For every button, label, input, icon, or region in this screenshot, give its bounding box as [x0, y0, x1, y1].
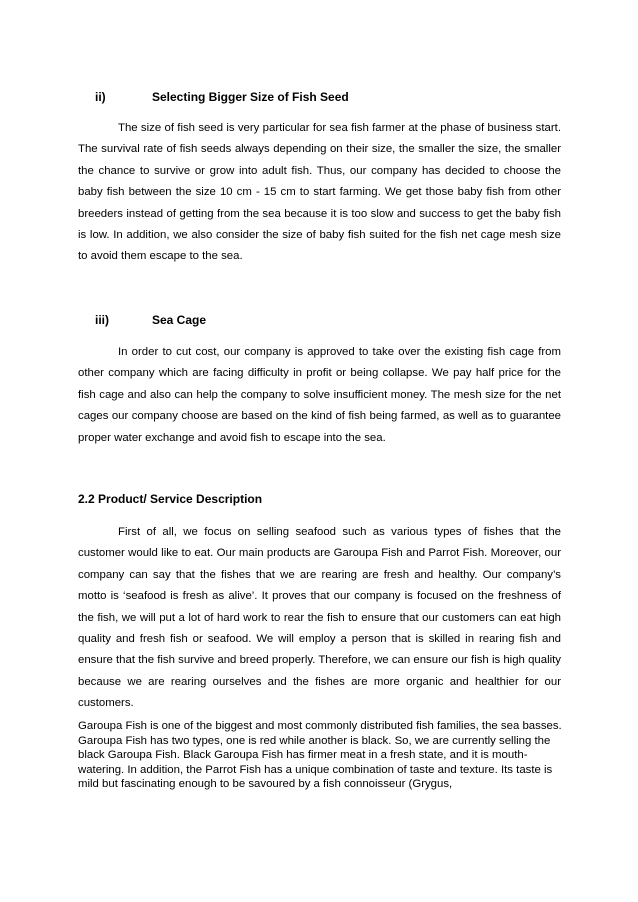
section-title-product-description: 2.2 Product/ Service Description: [78, 492, 263, 506]
section-number-iii: iii): [95, 313, 109, 327]
paragraph-seed-size: The size of fish seed is very particular for sea fish farmer at the phase of business start. The survival rate of fish seeds always depending on their size, the smaller the size, the smaller the chance to survive or grow into adult fish. Thus, our company has decided to choose the baby fish between the size 10 cm - 15 cm to start farming. We get those baby fish from other breeders instead of getting from the sea because it is too slow and success to get the baby fish is low. In addition, we also consider the size of baby fish suited for the fish net cage mesh size to avoid them escape to the sea.: [78, 122, 561, 263]
paragraph-sea-cage: In order to cut cost, our company is approved to take over the existing fish cage from other company which are facing difficulty in profit or being collapse. We pay half price for the fish cage and also can help the company to solve insufficient money. The mesh size for the net cages our company choose are based on the kind of fish being farmed, as well as to guarantee proper water exchange and avoid fish to escape into the sea.: [78, 346, 561, 444]
paragraph-product-1: First of all, we focus on selling seafood such as various types of fishes that the customer would like to eat. Our main products are Garoupa Fish and Parrot Fish. Moreover, our company can say that the fishes that we are rearing are fresh and healthy. Our company’s motto is ‘seafood is fresh as alive’. It proves that our company is focused on the freshness of the fish, we will put a lot of hard work to rear the fish to ensure that our customers can eat high quality and fresh fish or seafood. We will employ a person that is skilled in rearing fish and ensure that the fish survive and breed properly. Therefore, we can ensure our fish is high quality because we are rearing ourselves and the fishes are more organic and healthier for our customers.: [78, 526, 561, 710]
section-title-seed-size: Selecting Bigger Size of Fish Seed: [152, 90, 349, 104]
section-number-ii: ii): [95, 90, 106, 104]
paragraph-product-2: Garoupa Fish is one of the biggest and most commonly distributed fish families, the sea basses. Garoupa Fish has two types, one is red while another is black. So, we are currently selling the black Garoupa Fish. Black Garoupa Fish has firmer meat in a fresh state, and it is mouth-watering. In addition, the Parrot Fish has a unique combination of taste and texture. Its taste is mild but fascinating enough to be savoured by a fish connoisseur (Grygus,: [78, 720, 562, 791]
section-title-sea-cage: Sea Cage: [152, 313, 207, 327]
